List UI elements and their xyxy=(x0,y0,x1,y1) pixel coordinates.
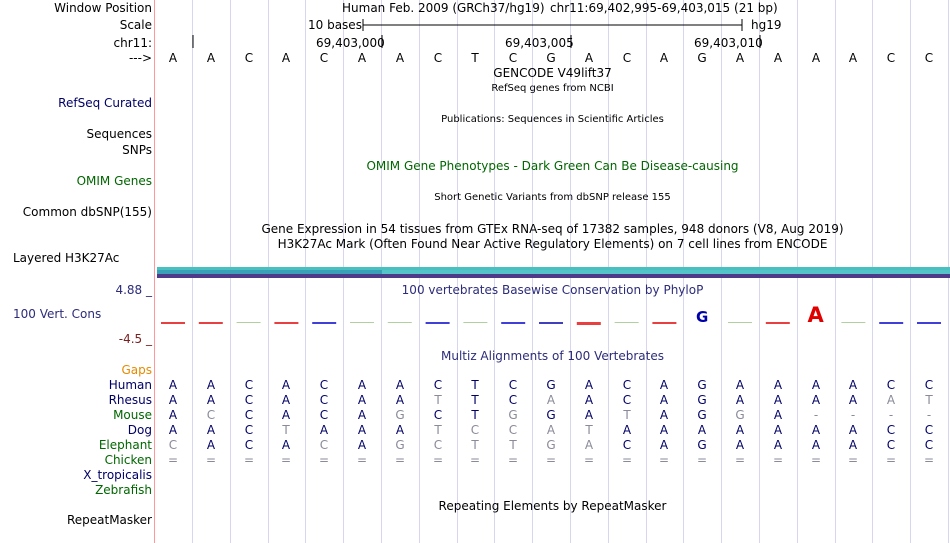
cons-min-label: -4.5 _ xyxy=(118,332,152,346)
scale-db: hg19 xyxy=(751,18,782,32)
alignment-base: G xyxy=(546,408,556,422)
alignment-base: G xyxy=(395,408,405,422)
alignment-base: C xyxy=(206,408,216,422)
alignment-base: = xyxy=(658,453,670,467)
alignment-base: A xyxy=(168,393,178,407)
alignment-base: = xyxy=(923,453,935,467)
window-position-assembly: Human Feb. 2009 (GRCh37/hg19) xyxy=(342,1,545,15)
alignment-base: A xyxy=(168,408,178,422)
conservation-letter: G xyxy=(696,308,709,326)
conservation-mark xyxy=(426,322,450,324)
alignment-base: C xyxy=(433,438,443,452)
alignment-base: A xyxy=(546,393,556,407)
alignment-base: G xyxy=(395,438,405,452)
conservation-mark xyxy=(766,322,790,324)
alignment-base: A xyxy=(659,423,669,437)
base-letter: C xyxy=(508,51,518,65)
alignment-base: C xyxy=(622,393,632,407)
alignment-base: A xyxy=(357,378,367,392)
alignment-base: A xyxy=(357,438,367,452)
alignment-base: = xyxy=(432,453,444,467)
alignment-base: A xyxy=(848,438,858,452)
base-letter: A xyxy=(811,51,821,65)
species-label[interactable]: Mouse xyxy=(113,408,152,422)
alignment-base: T xyxy=(434,393,442,407)
alignment-base: = xyxy=(469,453,481,467)
species-label[interactable]: Elephant xyxy=(98,438,152,452)
alignment-base: A xyxy=(659,438,669,452)
refseq-track-subtitle: RefSeq genes from NCBI xyxy=(491,83,614,94)
alignment-base: A xyxy=(395,393,405,407)
alignment-base: A xyxy=(357,408,367,422)
scale-bar-text: 10 bases xyxy=(308,18,362,32)
alignment-base: A xyxy=(584,393,594,407)
conservation-mark xyxy=(539,322,563,324)
base-letter: C xyxy=(924,51,934,65)
alignment-base: T xyxy=(434,423,442,437)
alignment-base: A xyxy=(206,393,216,407)
base-letter: A xyxy=(659,51,669,65)
alignment-base: C xyxy=(168,438,178,452)
species-label[interactable]: X_tropicalis xyxy=(83,468,152,482)
alignment-base: A xyxy=(584,408,594,422)
alignment-base: C xyxy=(508,378,518,392)
base-letter: C xyxy=(886,51,896,65)
alignment-base: A xyxy=(168,378,178,392)
strand-label: ---> xyxy=(128,51,152,65)
alignment-base: A xyxy=(886,393,896,407)
alignment-base: - xyxy=(926,408,932,422)
scale-label: Scale xyxy=(119,18,152,32)
alignment-base: G xyxy=(697,378,707,392)
alignment-base: A xyxy=(206,438,216,452)
alignment-base: A xyxy=(735,438,745,452)
base-letter: C xyxy=(433,51,443,65)
conservation-mark xyxy=(652,322,676,324)
alignment-base: - xyxy=(813,408,819,422)
base-letter: C xyxy=(622,51,632,65)
alignment-base: A xyxy=(848,378,858,392)
window-position-label: Window Position xyxy=(54,1,152,15)
conservation-mark xyxy=(501,322,525,324)
alignment-base: C xyxy=(622,378,632,392)
conservation-mark xyxy=(312,322,336,324)
alignment-base: A xyxy=(357,423,367,437)
conservation-logo xyxy=(155,298,950,334)
base-letter: G xyxy=(697,51,707,65)
alignment-base: C xyxy=(924,423,934,437)
alignment-base: A xyxy=(848,423,858,437)
alignment-base: G xyxy=(546,438,556,452)
alignment-base: T xyxy=(471,393,479,407)
alignment-base: G xyxy=(697,438,707,452)
alignment-base: A xyxy=(848,393,858,407)
alignment-base: A xyxy=(281,393,291,407)
alignment-base: C xyxy=(622,438,632,452)
alignment-base: A xyxy=(395,423,405,437)
dbsnp-track-title: Short Genetic Variants from dbSNP release 155 xyxy=(434,192,671,203)
base-letter: A xyxy=(357,51,367,65)
conservation-mark xyxy=(577,322,601,325)
cons-max-label: 4.88 _ xyxy=(115,283,152,297)
alignment-base: C xyxy=(244,438,254,452)
alignment-base: A xyxy=(811,393,821,407)
alignment-base: = xyxy=(507,453,519,467)
alignment-base: A xyxy=(735,423,745,437)
alignment-base: = xyxy=(205,453,217,467)
species-label[interactable]: Zebrafish xyxy=(95,483,152,497)
alignment-base: G xyxy=(735,408,745,422)
alignment-base: A xyxy=(811,423,821,437)
alignment-base: A xyxy=(811,378,821,392)
multiz-track-title: Multiz Alignments of 100 Vertebrates xyxy=(440,349,665,363)
alignment-base: = xyxy=(583,453,595,467)
alignment-base: = xyxy=(545,453,557,467)
alignment-base: A xyxy=(811,438,821,452)
ruler-tick-label: 69,403,010 xyxy=(694,36,763,50)
conservation-zero xyxy=(728,322,752,323)
alignment-base: T xyxy=(509,438,517,452)
alignment-base: A xyxy=(659,378,669,392)
alignment-base: = xyxy=(847,453,859,467)
alignment-base: C xyxy=(244,423,254,437)
alignment-base: C xyxy=(433,378,443,392)
alignment-base: A xyxy=(319,423,329,437)
alignment-base: G xyxy=(697,393,707,407)
alignment-base: = xyxy=(356,453,368,467)
base-letter: C xyxy=(244,51,254,65)
alignment-base: A xyxy=(773,393,783,407)
base-letter: A xyxy=(773,51,783,65)
alignment-base: - xyxy=(888,408,894,422)
alignment-base: C xyxy=(924,378,934,392)
conservation-mark xyxy=(917,322,941,324)
alignment-base: C xyxy=(508,423,518,437)
alignment-base: A xyxy=(168,423,178,437)
alignment-base: A xyxy=(697,423,707,437)
conservation-mark xyxy=(199,322,223,324)
alignment-base: A xyxy=(735,378,745,392)
base-letter: G xyxy=(546,51,556,65)
alignment-base: = xyxy=(621,453,633,467)
alignment-base: = xyxy=(318,453,330,467)
alignment-base: C xyxy=(319,378,329,392)
alignment-base: A xyxy=(659,393,669,407)
alignment-base: A xyxy=(773,408,783,422)
alignment-base: A xyxy=(584,438,594,452)
alignment-base: A xyxy=(357,393,367,407)
conservation-zero xyxy=(237,322,261,323)
ruler-label: chr11: xyxy=(113,36,152,50)
alignment-base: A xyxy=(773,378,783,392)
conservation-zero xyxy=(841,322,865,323)
alignment-base: C xyxy=(319,408,329,422)
alignment-base: = xyxy=(394,453,406,467)
base-letter: A xyxy=(584,51,594,65)
alignment-base: T xyxy=(471,378,479,392)
h3k27ac-track-title: H3K27Ac Mark (Often Found Near Active Regulatory Elements) on 7 cell lines from ENCODE xyxy=(277,237,828,251)
species-label[interactable]: Dog xyxy=(127,423,152,437)
alignment-base: C xyxy=(924,438,934,452)
track-label-conservation[interactable]: 100 Vert. Cons xyxy=(13,307,102,321)
alignment-base: = xyxy=(167,453,179,467)
alignment-base: = xyxy=(885,453,897,467)
alignment-base: - xyxy=(850,408,856,422)
track-label-sequences[interactable]: Sequences xyxy=(86,127,152,141)
base-letter: A xyxy=(395,51,405,65)
alignment-base: C xyxy=(886,378,896,392)
alignment-base: A xyxy=(395,378,405,392)
alignment-base: A xyxy=(584,378,594,392)
publications-track-title: Publications: Sequences in Scientific Articles xyxy=(441,114,664,125)
base-letter: A xyxy=(848,51,858,65)
conservation-zero xyxy=(463,322,487,323)
alignment-base: A xyxy=(735,393,745,407)
track-label-snps[interactable]: SNPs xyxy=(122,143,152,157)
alignment-base: = xyxy=(696,453,708,467)
alignment-base: A xyxy=(659,408,669,422)
alignment-base: = xyxy=(810,453,822,467)
alignment-base: T xyxy=(471,438,479,452)
track-label-refseq[interactable]: RefSeq Curated xyxy=(58,96,152,110)
alignment-base: G xyxy=(508,408,518,422)
base-letter: A xyxy=(281,51,291,65)
base-letter: T xyxy=(471,51,479,65)
alignment-base: C xyxy=(470,423,480,437)
track-label-repeatmasker[interactable]: RepeatMasker xyxy=(66,513,152,527)
base-letter: A xyxy=(206,51,216,65)
alignment-base: A xyxy=(206,378,216,392)
alignment-base: T xyxy=(282,423,290,437)
base-letter: A xyxy=(735,51,745,65)
h3k27ac-signal-bottom xyxy=(157,274,950,278)
conservation-letter: A xyxy=(807,303,824,327)
alignment-base: A xyxy=(281,408,291,422)
alignment-base: G xyxy=(697,408,707,422)
track-label-dbsnp[interactable]: Common dbSNP(155) xyxy=(22,205,152,219)
track-label-h3k27ac[interactable]: Layered H3K27Ac xyxy=(13,251,120,265)
alignment-base: C xyxy=(244,393,254,407)
alignment-base: A xyxy=(622,423,632,437)
conservation-zero xyxy=(350,322,374,323)
track-label-omim[interactable]: OMIM Genes xyxy=(76,174,152,188)
repeat-track-title: Repeating Elements by RepeatMasker xyxy=(438,499,667,513)
phylop-track-title: 100 vertebrates Basewise Conservation by PhyloP xyxy=(401,283,704,297)
alignment-base: A xyxy=(281,438,291,452)
alignment-base: T xyxy=(585,423,593,437)
conservation-mark xyxy=(879,322,903,324)
alignment-base: C xyxy=(319,438,329,452)
alignment-base: A xyxy=(281,378,291,392)
alignment-base: C xyxy=(433,408,443,422)
alignment-base: = xyxy=(772,453,784,467)
species-label[interactable]: Chicken xyxy=(104,453,152,467)
gtex-track-title: Gene Expression in 54 tissues from GTEx RNA-seq of 17382 samples, 948 donors (V8, Aug 2019) xyxy=(261,222,844,236)
alignment-base: C xyxy=(244,378,254,392)
alignment-base: = xyxy=(243,453,255,467)
alignment-base: C xyxy=(508,393,518,407)
scale-bar xyxy=(362,18,744,32)
alignment-base: A xyxy=(546,423,556,437)
alignment-base: G xyxy=(546,378,556,392)
alignment-base: C xyxy=(886,438,896,452)
base-letter: A xyxy=(168,51,178,65)
ruler-tick-label: 69,403,000 xyxy=(316,36,385,50)
alignment-base: T xyxy=(623,408,631,422)
conservation-zero xyxy=(615,322,639,323)
gencode-track-title[interactable]: GENCODE V49lift37 xyxy=(493,66,612,80)
conservation-mark xyxy=(274,322,298,324)
conservation-zero xyxy=(388,322,412,323)
alignment-base: C xyxy=(319,393,329,407)
alignment-base: A xyxy=(773,438,783,452)
alignment-base: = xyxy=(734,453,746,467)
alignment-base: A xyxy=(773,423,783,437)
ruler-tick-label: 69,403,005 xyxy=(505,36,574,50)
alignment-base: A xyxy=(206,423,216,437)
alignment-base: T xyxy=(925,393,933,407)
alignment-base: C xyxy=(244,408,254,422)
base-letter: C xyxy=(319,51,329,65)
track-label-gaps[interactable]: Gaps xyxy=(121,363,152,377)
alignment-base: C xyxy=(886,423,896,437)
alignment-base: = xyxy=(280,453,292,467)
window-position-coords: chr11:69,402,995-69,403,015 (21 bp) xyxy=(550,1,778,15)
conservation-mark xyxy=(161,322,185,324)
alignment-base: T xyxy=(471,408,479,422)
species-label[interactable]: Rhesus xyxy=(108,393,152,407)
species-label[interactable]: Human xyxy=(108,378,152,392)
omim-track-title: OMIM Gene Phenotypes - Dark Green Can Be Disease-causing xyxy=(366,159,739,173)
